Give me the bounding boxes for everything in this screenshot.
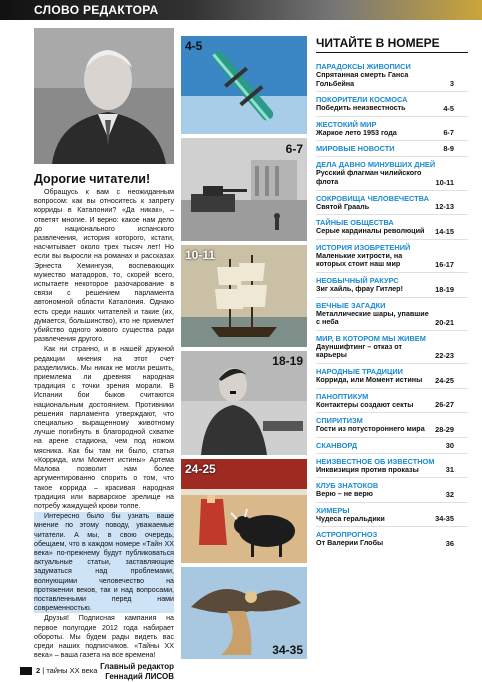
toc-article-title: От Валерии Глобы [316,538,384,548]
toc-section-label: ПАНОПТИКУМ [316,391,369,401]
publication-name: тайны XX века [46,666,98,675]
toc-article-title: Инквизиция против проказы [316,464,419,474]
section-title: СЛОВО РЕДАКТОРА [34,3,159,17]
toc-page-number: 36 [445,539,454,549]
toc-item[interactable] [316,239,468,272]
toc-section-label: ХИМЕРЫ [316,505,350,515]
toc-section-label: ВЕЧНЫЕ ЗАГАДКИ [316,300,386,310]
toc-article-title: Спрятанная смерть Ганса Гольбейна [316,70,409,88]
toc-page-number: 30 [445,440,454,450]
toc-item[interactable] [316,140,468,156]
toc-page-number: 31 [445,465,454,475]
toc-item[interactable] [316,156,468,189]
table-of-contents [316,36,468,551]
toc-page-number: 18-19 [435,284,454,294]
thumbnail-space[interactable] [181,36,307,134]
toc-page-number: 3 [449,79,454,89]
thumbnail-page-label: 18-19 [272,354,303,368]
editorial-paragraph: Друзья! Подписная кампания на первое полугодие 2012 года набирает обороты. Мы будем рады видеть вас среди наших подписчиков. «Тайны XX века» – ваша газета на все времена! [34,614,174,660]
thumbnail-column [181,36,307,663]
thumbnail-page-label: 6-7 [285,142,303,156]
signature-role: Главный редактор [100,662,174,672]
editorial-greeting: Дорогие читатели! [34,172,151,186]
toc-article-title: Святой Грааль [316,201,370,211]
toc-page-number: 24-25 [435,375,454,385]
toc-page-number: 14-15 [435,226,454,236]
thumbnail-page-label: 34-35 [272,643,303,657]
toc-article-title: Маленькие хитрости, на которых стоит наш мир [316,250,403,269]
toc-section-label: МИРОВЫЕ НОВОСТИ [316,144,395,154]
toc-article-title: Зиг хайль, фрау Гитлер! [316,283,403,293]
toc-page-number: 28-29 [435,424,454,434]
thumbnail-bullfight[interactable] [181,459,307,563]
toc-item[interactable] [316,502,468,527]
toc-article-title: Победить неизвестность [316,103,406,113]
toc-article-title: Чудеса геральдики [316,513,385,523]
toc-section-label: ИСТОРИЯ ИЗОБРЕТЕНИЙ [316,242,411,252]
thumbnail-page-label: 4-5 [185,39,203,53]
toc-section-label: СОКРОВИЩА ЧЕЛОВЕЧЕСТВА [316,193,429,203]
editor-portrait-image [34,28,174,164]
toc-section-label: ПОКОРИТЕЛИ КОСМОСА [316,95,408,105]
toc-list [316,59,468,551]
toc-page-number: 16-17 [435,259,454,269]
toc-title: ЧИТАЙТЕ В НОМЕРЕ [316,36,468,53]
thumbnail-portrait-man[interactable] [181,351,307,455]
signature-name: Геннадий ЛИСОВ [105,672,174,682]
toc-page-number: 12-13 [435,202,454,212]
toc-article-title: Жаркое лето 1953 года [316,127,397,137]
thumbnail-page-label: 24-25 [185,462,216,476]
toc-item[interactable] [316,59,468,91]
editorial-paragraph: Интересно было бы узнать ваше мнение по этому поводу, уважаемые читатели. А мы, в свою очередь, обещаем, что в каждом номере «Тайн XX века» по-прежнему будут публиковаться актуальные статьи, заставляющие задуматься над проблемами, волнующими человечество на протяжении веков, так и над вопросами, поставленными перед нами современностью. [34,512,174,613]
thumbnail-ship[interactable] [181,245,307,347]
toc-section-label: ПАРАДОКСЫ ЖИВОПИСИ [316,62,411,71]
toc-article-title: Серые кардиналы революций [316,226,425,236]
toc-page-number: 26-27 [435,400,454,410]
toc-article-title: Верю – не верю [316,489,373,499]
editor-portrait [34,28,174,164]
toc-section-label: СКАНВОРД [316,440,358,450]
toc-item[interactable] [316,437,468,453]
header-bar [0,0,482,20]
footer-separator: | [42,666,45,675]
toc-page-number: 6-7 [443,128,454,138]
thumbnail-tanks[interactable] [181,138,307,241]
toc-page-number: 4-5 [443,103,454,113]
page-number: 2 [36,666,41,675]
toc-item[interactable] [316,453,468,478]
thumbnail-heraldry[interactable] [181,567,307,659]
toc-item[interactable] [316,190,468,215]
toc-article-title: Дауншифтинг – отказ от карьеры [316,341,403,360]
toc-item[interactable] [316,412,468,437]
editorial-column [34,28,174,682]
toc-section-label: НЕИЗВЕСТНОЕ ОБ ИЗВЕСТНОМ [316,456,435,466]
toc-section-label: ЖЕСТОКИЙ МИР [316,119,377,129]
footer-text [36,666,97,675]
toc-section-label: ТАЙНЫЕ ОБЩЕСТВА [316,218,394,228]
toc-article-title: Гости из потустороннего мира [316,424,425,434]
toc-section-label: СПИРИТИЗМ [316,416,363,426]
toc-item[interactable] [316,477,468,502]
toc-article-title: Коррида, или Момент истины [316,374,423,384]
toc-item[interactable] [316,214,468,239]
editorial-paragraph: Обращусь к вам с неожиданным вопросом: как вы относитесь к запрету корриды в Каталонии? «Да никак», – ответят многие. И верно: какое нам дело до национального испанского развлечения, история которого, кстати, насчитывает около трех тысяч лет! Но если вы выросли на романах и рассказах Эрнеста Хемингуэя, воспевающих мужество матадоров, то, скорей всего, испытаете некоторое разочарование в связи с решением парламента автономной области Каталония. Однако есть среди наших читателей и такие (их, думается, большинство), кто не приемлет убийство одного живого существа ради развлечения другого. [34,188,174,344]
toc-section-label: АСТРОПРОГНОЗ [316,530,378,540]
thumbnail-page-label: 10-11 [185,248,216,262]
toc-item[interactable] [316,363,468,388]
toc-page-number: 22-23 [435,350,454,360]
toc-item[interactable] [316,91,468,116]
toc-section-label: ДЕЛА ДАВНО МИНУВШИХ ДНЕЙ [316,160,436,170]
toc-item[interactable] [316,526,468,551]
toc-item[interactable] [316,330,468,363]
toc-article-title: Металлические шары, упавшие с неба [316,308,429,327]
editorial-paragraph: Как ни странно, и в нашей дружной редакции мнения на этот счет разделились. Мы никак не могли решить, приемлема ли древняя народная традиция с точки зрения морали. В Испании бои быков считаются национальным достоянием. Противники решения парламента утверждают, что специально выращенному животному лучше погибнуть в благородной схватке на арене стадиона, чем под ножом мясника. Как бы там ни было, статья «Коррида, или Момент истины» Артема Малова позволит нам более аргументированно спорить о том, что такое коррида – красивая народная традиция или варварское зрелище на потребу жаждущей крови толпе. [34,345,174,510]
toc-item[interactable] [316,388,468,413]
toc-section-label: КЛУБ ЗНАТОКОВ [316,481,379,491]
toc-item[interactable] [316,272,468,297]
toc-item[interactable] [316,116,468,141]
toc-page-number: 34-35 [435,514,454,524]
page-footer [0,666,482,676]
toc-item[interactable] [316,297,468,330]
toc-section-label: НЕОБЫЧНЫЙ РАКУРС [316,275,399,285]
toc-page-number: 8-9 [443,144,454,154]
toc-section-label: НАРОДНЫЕ ТРАДИЦИИ [316,366,403,376]
toc-article-title: Русский флагман чилийского флота [316,168,422,186]
toc-page-number: 10-11 [435,177,454,187]
toc-article-title: Контактеры создают секты [316,399,414,409]
toc-section-label: МИР, В КОТОРОМ МЫ ЖИВЕМ [316,333,426,343]
editorial-body [34,188,174,660]
footer-marker [20,667,32,675]
toc-page-number: 32 [445,489,454,499]
toc-page-number: 20-21 [435,317,454,327]
